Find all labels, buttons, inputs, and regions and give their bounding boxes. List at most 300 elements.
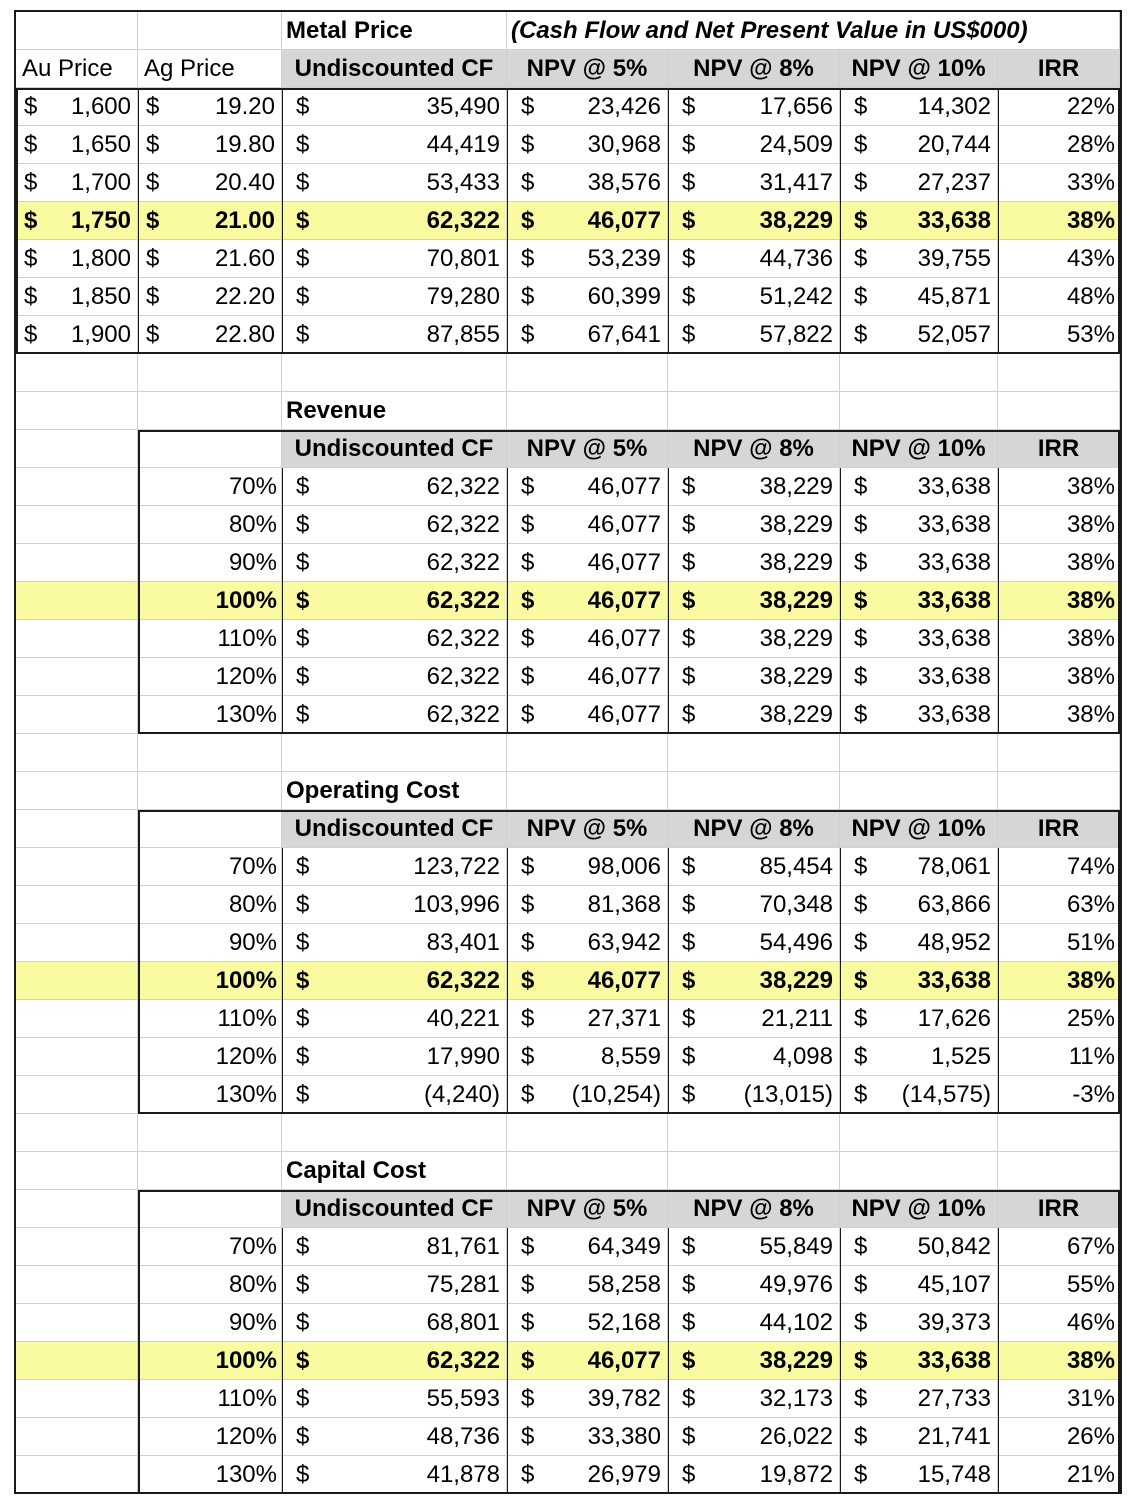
undiscounted-cf-value: 48,736 <box>426 1423 500 1450</box>
dollar-sign: $ <box>296 1309 310 1336</box>
dollar-sign: $ <box>854 1347 868 1374</box>
au-price <box>16 278 138 316</box>
dollar-sign: $ <box>682 929 696 956</box>
empty-cell <box>507 392 668 430</box>
column-header-undiscounted-cf: Undiscounted CF <box>282 50 507 88</box>
npv-10 <box>840 696 998 734</box>
dollar-sign: $ <box>296 853 310 880</box>
npv-10-value: 48,952 <box>917 929 991 956</box>
npv-10 <box>840 848 998 886</box>
irr-value: 38% <box>998 620 1120 658</box>
npv-10-value: 15,748 <box>917 1461 991 1488</box>
dollar-sign: $ <box>296 283 310 310</box>
undiscounted-cf-value: 62,322 <box>426 473 500 500</box>
au-price <box>16 240 138 278</box>
section-title-operating-cost: Operating Cost <box>282 772 507 810</box>
empty-cell <box>16 1114 138 1152</box>
sensitivity-percent: 110% <box>138 620 282 658</box>
undiscounted-cf-value: 123,722 <box>413 853 500 880</box>
dollar-sign: $ <box>296 1347 310 1374</box>
npv-5 <box>507 468 668 506</box>
dollar-sign: $ <box>521 701 535 728</box>
npv-5-value: 33,380 <box>587 1423 661 1450</box>
undiscounted-cf-value: 53,433 <box>426 169 500 196</box>
dollar-sign: $ <box>682 1423 696 1450</box>
npv-10 <box>840 164 998 202</box>
au-price-value: 1,800 <box>70 245 131 272</box>
npv-5-value: 58,258 <box>587 1271 661 1298</box>
irr-value: 21% <box>998 1456 1120 1494</box>
npv-5-value: 30,968 <box>587 131 661 158</box>
dollar-sign: $ <box>296 1271 310 1298</box>
sensitivity-percent: 120% <box>138 658 282 696</box>
sensitivity-percent: 90% <box>138 1304 282 1342</box>
npv-8-value: 26,022 <box>759 1423 833 1450</box>
dollar-sign: $ <box>521 321 535 348</box>
empty-cell <box>16 354 138 392</box>
undiscounted-cf-value: 75,281 <box>426 1271 500 1298</box>
npv-10-value: 78,061 <box>917 853 991 880</box>
section-title-row <box>16 1152 1120 1190</box>
npv-8 <box>668 1456 840 1494</box>
dollar-sign: $ <box>854 283 868 310</box>
section-title-capital-cost: Capital Cost <box>282 1152 507 1190</box>
npv-8-value: 38,229 <box>759 663 833 690</box>
npv-5-value: 46,077 <box>587 663 661 690</box>
dollar-sign: $ <box>854 891 868 918</box>
undiscounted-cf <box>282 924 507 962</box>
npv-5-value: 8,559 <box>600 1043 661 1070</box>
undiscounted-cf-value: 62,322 <box>426 511 500 538</box>
sensitivity-percent: 130% <box>138 1456 282 1494</box>
empty-cell <box>138 1190 282 1228</box>
dollar-sign: $ <box>146 207 160 234</box>
npv-10 <box>840 1342 998 1380</box>
npv-5 <box>507 1266 668 1304</box>
undiscounted-cf-value: 44,419 <box>426 131 500 158</box>
dollar-sign: $ <box>521 207 535 234</box>
au-price-value: 1,600 <box>70 93 131 120</box>
npv-5-value: 81,368 <box>587 891 661 918</box>
ag-price <box>138 126 282 164</box>
dollar-sign: $ <box>296 1423 310 1450</box>
undiscounted-cf-value: 62,322 <box>426 207 500 234</box>
dollar-sign: $ <box>296 1043 310 1070</box>
sensitivity-percent: 110% <box>138 1000 282 1038</box>
npv-5-value: 26,979 <box>587 1461 661 1488</box>
section-title-row <box>16 392 1120 430</box>
npv-10 <box>840 506 998 544</box>
irr-value: 11% <box>998 1038 1120 1076</box>
npv-5-value: 53,239 <box>587 245 661 272</box>
empty-cell <box>668 392 840 430</box>
blank-row <box>16 734 1120 772</box>
npv-10-value: 27,237 <box>917 169 991 196</box>
irr-value: 25% <box>998 1000 1120 1038</box>
npv-8-value: 44,736 <box>759 245 833 272</box>
dollar-sign: $ <box>521 929 535 956</box>
sensitivity-percent: 130% <box>138 696 282 734</box>
dollar-sign: $ <box>682 663 696 690</box>
dollar-sign: $ <box>521 283 535 310</box>
npv-10 <box>840 924 998 962</box>
npv-8 <box>668 544 840 582</box>
npv-8 <box>668 620 840 658</box>
ag-price-label: Ag Price <box>138 50 282 88</box>
ag-price-value: 21.60 <box>214 245 275 272</box>
npv-8-value: 44,102 <box>759 1309 833 1336</box>
empty-cell <box>998 354 1120 392</box>
npv-8-value: 51,242 <box>759 283 833 310</box>
undiscounted-cf <box>282 1076 507 1114</box>
npv-5 <box>507 1228 668 1266</box>
npv-5-value: 46,077 <box>587 967 661 994</box>
npv-5-value: 64,349 <box>587 1233 661 1260</box>
npv-10 <box>840 962 998 1000</box>
irr-value: 26% <box>998 1418 1120 1456</box>
npv-5 <box>507 962 668 1000</box>
empty-cell <box>138 392 282 430</box>
npv-8-value: 38,229 <box>759 625 833 652</box>
npv-5-value: 67,641 <box>587 321 661 348</box>
npv-8-value: 38,229 <box>759 207 833 234</box>
au-price-value: 1,700 <box>70 169 131 196</box>
ag-price-value: 19.20 <box>214 93 275 120</box>
dollar-sign: $ <box>521 169 535 196</box>
dollar-sign: $ <box>682 853 696 880</box>
undiscounted-cf <box>282 658 507 696</box>
npv-8 <box>668 1228 840 1266</box>
npv-5-value: 23,426 <box>587 93 661 120</box>
npv-5 <box>507 164 668 202</box>
npv-5 <box>507 924 668 962</box>
undiscounted-cf-value: 62,322 <box>426 663 500 690</box>
dollar-sign: $ <box>521 245 535 272</box>
dollar-sign: $ <box>682 1233 696 1260</box>
irr-value: 38% <box>998 658 1120 696</box>
empty-cell <box>507 734 668 772</box>
dollar-sign: $ <box>854 321 868 348</box>
empty-cell <box>998 772 1120 810</box>
sensitivity-percent: 80% <box>138 886 282 924</box>
dollar-sign: $ <box>682 891 696 918</box>
npv-5-value: 46,077 <box>587 473 661 500</box>
dollar-sign: $ <box>854 967 868 994</box>
dollar-sign: $ <box>146 93 160 120</box>
irr-value: 38% <box>998 544 1120 582</box>
table-row <box>16 88 1120 126</box>
empty-cell <box>16 772 138 810</box>
table-row <box>16 1342 1120 1380</box>
npv-10 <box>840 1380 998 1418</box>
empty-cell <box>138 354 282 392</box>
empty-cell <box>840 392 998 430</box>
ag-price-value: 20.40 <box>214 169 275 196</box>
npv-10-value: 1,525 <box>930 1043 991 1070</box>
npv-8 <box>668 126 840 164</box>
column-header-irr: IRR <box>998 430 1120 468</box>
undiscounted-cf-value: 62,322 <box>426 967 500 994</box>
table-row <box>16 1076 1120 1114</box>
dollar-sign: $ <box>682 93 696 120</box>
dollar-sign: $ <box>521 473 535 500</box>
npv-8 <box>668 582 840 620</box>
npv-5 <box>507 1000 668 1038</box>
ag-price-value: 19.80 <box>214 131 275 158</box>
dollar-sign: $ <box>521 1081 535 1108</box>
table-row <box>16 886 1120 924</box>
npv-5 <box>507 848 668 886</box>
au-price-value: 1,850 <box>70 283 131 310</box>
npv-10 <box>840 886 998 924</box>
table-row <box>16 962 1120 1000</box>
npv-5 <box>507 544 668 582</box>
empty-cell <box>840 1114 998 1152</box>
ag-price-value: 21.00 <box>214 207 275 234</box>
npv-5-value: 27,371 <box>587 1005 661 1032</box>
npv-10 <box>840 582 998 620</box>
ag-price-value: 22.80 <box>214 321 275 348</box>
dollar-sign: $ <box>854 1005 868 1032</box>
npv-10-value: 45,107 <box>917 1271 991 1298</box>
dollar-sign: $ <box>854 929 868 956</box>
undiscounted-cf <box>282 582 507 620</box>
undiscounted-cf <box>282 1000 507 1038</box>
npv-10-value: 50,842 <box>917 1233 991 1260</box>
npv-8-value: 24,509 <box>759 131 833 158</box>
npv-8-value: 17,656 <box>759 93 833 120</box>
npv-8-value: 54,496 <box>759 929 833 956</box>
npv-8 <box>668 1038 840 1076</box>
npv-10 <box>840 1418 998 1456</box>
column-header-irr: IRR <box>998 1190 1120 1228</box>
npv-10-value: 27,733 <box>917 1385 991 1412</box>
column-header-npv-5: NPV @ 5% <box>507 1190 668 1228</box>
irr-value: 38% <box>998 468 1120 506</box>
dollar-sign: $ <box>521 587 535 614</box>
irr-value: 48% <box>998 278 1120 316</box>
npv-8 <box>668 164 840 202</box>
ag-price-value: 22.20 <box>214 283 275 310</box>
dollar-sign: $ <box>296 891 310 918</box>
dollar-sign: $ <box>296 587 310 614</box>
irr-value: 67% <box>998 1228 1120 1266</box>
table-row <box>16 620 1120 658</box>
npv-5 <box>507 658 668 696</box>
irr-value: 43% <box>998 240 1120 278</box>
undiscounted-cf-value: 87,855 <box>426 321 500 348</box>
undiscounted-cf-value: 81,761 <box>426 1233 500 1260</box>
dollar-sign: $ <box>521 1043 535 1070</box>
dollar-sign: $ <box>296 511 310 538</box>
npv-8-value: 57,822 <box>759 321 833 348</box>
npv-8 <box>668 202 840 240</box>
empty-cell <box>16 1038 138 1076</box>
npv-10 <box>840 202 998 240</box>
sensitivity-percent: 80% <box>138 1266 282 1304</box>
dollar-sign: $ <box>296 1233 310 1260</box>
column-header-npv-8: NPV @ 8% <box>668 1190 840 1228</box>
undiscounted-cf <box>282 1304 507 1342</box>
column-header-npv-5: NPV @ 5% <box>507 810 668 848</box>
irr-value: 38% <box>998 962 1120 1000</box>
empty-cell <box>507 1114 668 1152</box>
dollar-sign: $ <box>521 891 535 918</box>
column-header-undiscounted-cf: Undiscounted CF <box>282 1190 507 1228</box>
dollar-sign: $ <box>296 1081 310 1108</box>
dollar-sign: $ <box>296 1005 310 1032</box>
sensitivity-percent: 90% <box>138 924 282 962</box>
npv-10-value: 33,638 <box>917 511 991 538</box>
undiscounted-cf <box>282 1456 507 1494</box>
dollar-sign: $ <box>682 587 696 614</box>
npv-5-value: 98,006 <box>587 853 661 880</box>
undiscounted-cf <box>282 962 507 1000</box>
empty-cell <box>16 734 138 772</box>
npv-10-value: 33,638 <box>917 663 991 690</box>
au-price-value: 1,650 <box>70 131 131 158</box>
dollar-sign: $ <box>146 245 160 272</box>
sensitivity-percent: 70% <box>138 468 282 506</box>
npv-10 <box>840 1228 998 1266</box>
dollar-sign: $ <box>682 131 696 158</box>
au-price-value: 1,750 <box>70 207 131 234</box>
irr-value: 38% <box>998 696 1120 734</box>
section-title-row <box>16 772 1120 810</box>
undiscounted-cf-value: 40,221 <box>426 1005 500 1032</box>
npv-10 <box>840 1038 998 1076</box>
npv-5-value: (10,254) <box>571 1081 661 1108</box>
empty-cell <box>998 1114 1120 1152</box>
column-header-npv-5: NPV @ 5% <box>507 430 668 468</box>
npv-10 <box>840 658 998 696</box>
irr-value: 63% <box>998 886 1120 924</box>
npv-8 <box>668 506 840 544</box>
npv-5 <box>507 126 668 164</box>
empty-cell <box>668 734 840 772</box>
empty-cell <box>16 582 138 620</box>
irr-value: 28% <box>998 126 1120 164</box>
dollar-sign: $ <box>854 207 868 234</box>
dollar-sign: $ <box>682 1385 696 1412</box>
dollar-sign: $ <box>854 1271 868 1298</box>
empty-cell <box>998 734 1120 772</box>
table-subtitle: (Cash Flow and Net Present Value in US$000) <box>507 12 1120 50</box>
empty-cell <box>16 12 138 50</box>
npv-8-value: 85,454 <box>759 853 833 880</box>
undiscounted-cf <box>282 316 507 354</box>
empty-cell <box>668 1114 840 1152</box>
npv-10-value: 33,638 <box>917 701 991 728</box>
undiscounted-cf-value: 62,322 <box>426 587 500 614</box>
undiscounted-cf-value: 55,593 <box>426 1385 500 1412</box>
undiscounted-cf <box>282 1418 507 1456</box>
undiscounted-cf <box>282 1380 507 1418</box>
column-header-row <box>16 430 1120 468</box>
undiscounted-cf <box>282 164 507 202</box>
dollar-sign: $ <box>854 511 868 538</box>
dollar-sign: $ <box>854 131 868 158</box>
dollar-sign: $ <box>682 1005 696 1032</box>
table-row <box>16 848 1120 886</box>
dollar-sign: $ <box>854 93 868 120</box>
blank-row <box>16 354 1120 392</box>
empty-cell <box>16 1456 138 1494</box>
npv-10-value: (14,575) <box>901 1081 991 1108</box>
irr-value: 38% <box>998 1342 1120 1380</box>
empty-cell <box>16 1380 138 1418</box>
empty-cell <box>16 506 138 544</box>
npv-8-value: 38,229 <box>759 473 833 500</box>
npv-10-value: 33,638 <box>917 1347 991 1374</box>
npv-10-value: 33,638 <box>917 625 991 652</box>
empty-cell <box>16 1190 138 1228</box>
dollar-sign: $ <box>296 1385 310 1412</box>
npv-5-value: 52,168 <box>587 1309 661 1336</box>
undiscounted-cf <box>282 88 507 126</box>
dollar-sign: $ <box>682 701 696 728</box>
sensitivity-percent: 100% <box>138 962 282 1000</box>
dollar-sign: $ <box>521 1233 535 1260</box>
dollar-sign: $ <box>854 169 868 196</box>
table-row <box>16 1266 1120 1304</box>
irr-value: 31% <box>998 1380 1120 1418</box>
empty-cell <box>16 1000 138 1038</box>
npv-8 <box>668 924 840 962</box>
npv-8-value: 21,211 <box>761 1005 833 1032</box>
undiscounted-cf <box>282 468 507 506</box>
table-row <box>16 696 1120 734</box>
dollar-sign: $ <box>146 321 160 348</box>
ag-price <box>138 88 282 126</box>
npv-8-value: 38,229 <box>759 1347 833 1374</box>
npv-5-value: 46,077 <box>587 701 661 728</box>
au-price <box>16 202 138 240</box>
empty-cell <box>668 354 840 392</box>
sensitivity-percent: 90% <box>138 544 282 582</box>
empty-cell <box>998 392 1120 430</box>
sensitivity-percent: 80% <box>138 506 282 544</box>
sensitivity-spreadsheet <box>14 10 1122 1494</box>
npv-5 <box>507 886 668 924</box>
npv-8 <box>668 886 840 924</box>
table-row <box>16 544 1120 582</box>
empty-cell <box>16 658 138 696</box>
dollar-sign: $ <box>682 1081 696 1108</box>
ag-price <box>138 278 282 316</box>
empty-cell <box>16 1342 138 1380</box>
empty-cell <box>668 772 840 810</box>
table-row <box>16 1456 1120 1494</box>
empty-cell <box>138 12 282 50</box>
dollar-sign: $ <box>296 169 310 196</box>
au-price-label: Au Price <box>16 50 138 88</box>
column-header-npv-8: NPV @ 8% <box>668 430 840 468</box>
npv-8-value: 38,229 <box>759 587 833 614</box>
dollar-sign: $ <box>146 169 160 196</box>
npv-8 <box>668 316 840 354</box>
empty-cell <box>138 810 282 848</box>
dollar-sign: $ <box>24 207 38 234</box>
sensitivity-percent: 70% <box>138 848 282 886</box>
npv-10 <box>840 1266 998 1304</box>
npv-10 <box>840 240 998 278</box>
dollar-sign: $ <box>854 853 868 880</box>
column-header-undiscounted-cf: Undiscounted CF <box>282 810 507 848</box>
npv-10-value: 63,866 <box>917 891 991 918</box>
dollar-sign: $ <box>521 625 535 652</box>
npv-8-value: 70,348 <box>759 891 833 918</box>
